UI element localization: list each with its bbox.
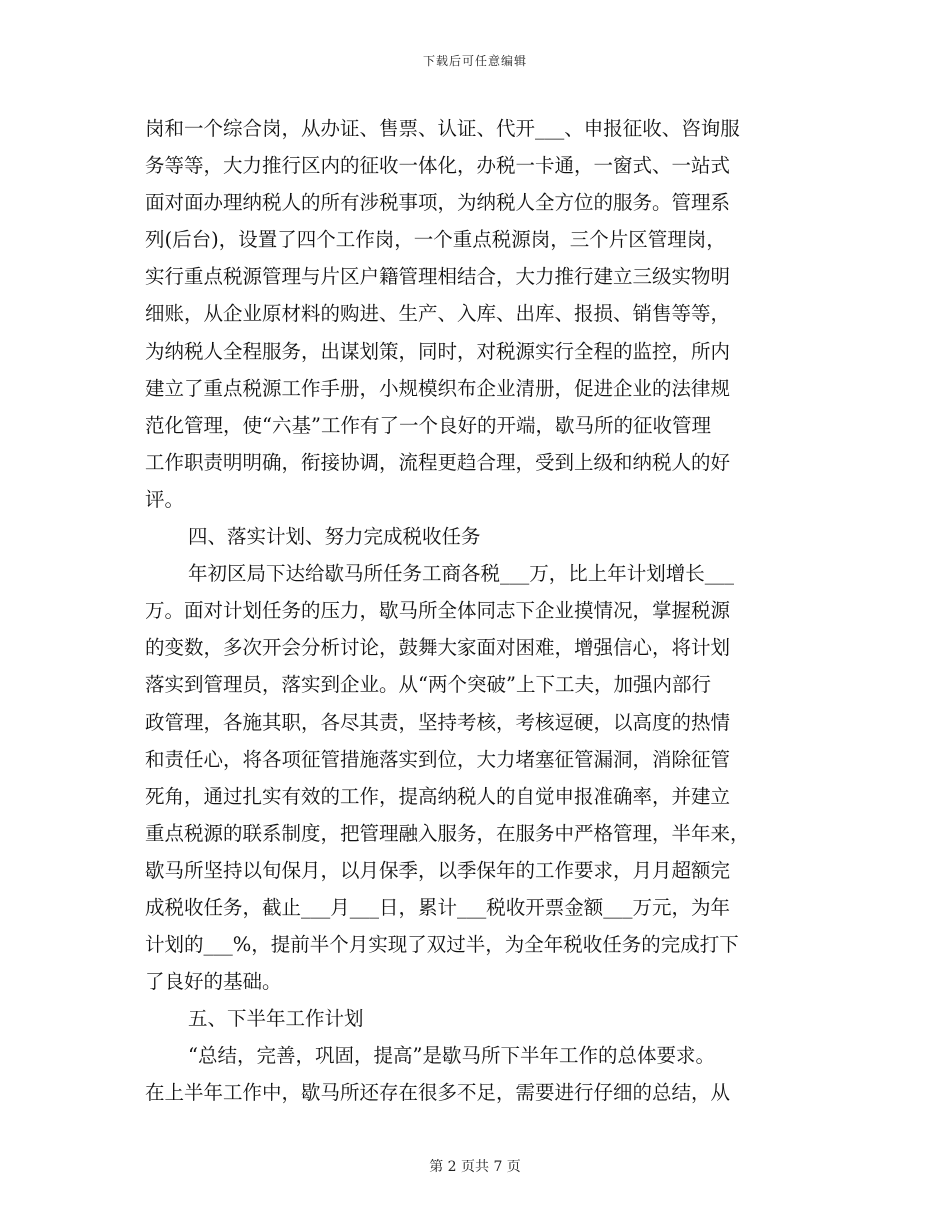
text-line: 范化管理，使“六基”工作有了一个良好的开端，歇马所的征收管理	[145, 413, 711, 437]
page-footer: 第 2 页共 7 页	[429, 1159, 521, 1175]
text-line: 了良好的基础。	[145, 970, 282, 994]
text-line: 列(后台)，设置了四个工作岗，一个重点税源岗，三个片区管理岗，	[145, 228, 726, 252]
text-line: 务等等，大力推行区内的征收一体化，办税一卡通，一窗式、一站式	[145, 154, 731, 178]
text-line: 和责任心，将各项征管措施落实到位，大力堵塞征管漏洞，消除征管	[145, 747, 731, 771]
page-header: 下载后可任意编辑	[422, 54, 527, 68]
text-line: 重点税源的联系制度，把管理融入服务，在服务中严格管理，半年来，	[145, 821, 750, 845]
text-line: 歇马所坚持以旬保月，以月保季，以季保年的工作要求，月月超额完	[145, 858, 731, 882]
text-line: 实行重点税源管理与片区户籍管理相结合，大力推行建立三级实物明	[145, 265, 731, 289]
text-line: 的变数，多次开会分析讨论，鼓舞大家面对困难，增强信心，将计划	[145, 636, 731, 660]
text-line: 工作职责明明确，衔接协调，流程更趋合理，受到上级和纳税人的好	[145, 450, 731, 474]
text-line: 岗和一个综合岗，从办证、售票、认证、代开___、申报征收、咨询服	[145, 117, 740, 140]
text-line: 万。面对计划任务的压力，歇马所全体同志下企业摸情况，掌握税源	[145, 599, 731, 623]
text-line: 面对面办理纳税人的所有涉税事项，为纳税人全方位的服务。管理系	[145, 191, 731, 215]
text-line: 四、落实计划、努力完成税收任务	[188, 525, 481, 549]
text-line: 在上半年工作中，歇马所还存在很多不足，需要进行仔细的总结，从	[145, 1081, 731, 1105]
text-line: 细账，从企业原材料的购进、生产、入库、出库、报损、销售等等，	[145, 302, 731, 326]
text-line: 成税收任务，截止___月___日，累计___税收开票金额___万元，为年	[145, 895, 731, 919]
text-line: 评。	[145, 487, 185, 511]
text-line: 死角，通过扎实有效的工作，提高纳税人的自觉申报准确率，并建立	[145, 784, 731, 808]
text-line: 计划的___%，提前半个月实现了双过半，为全年税收任务的完成打下	[145, 933, 739, 957]
text-line: 政管理，各施其职，各尽其责，坚持考核，考核逗硬，以高度的热情	[145, 710, 731, 734]
text-line: 建立了重点税源工作手册，小规模织布企业清册，促进企业的法律规	[145, 376, 731, 400]
document-body	[145, 110, 800, 1112]
text-line: 为纳税人全程服务，出谋划策，同时，对税源实行全程的监控，所内	[145, 339, 731, 363]
text-line: “总结，完善，巩固，提高”是歇马所下半年工作的总体要求。	[188, 1044, 715, 1068]
text-line: 年初区局下达给歇马所任务工商各税___万，比上年计划增长___	[188, 562, 735, 586]
text-line: 五、下半年工作计划	[188, 1007, 364, 1031]
text-line: 落实到管理员，落实到企业。从“两个突破”上下工夫，加强内部行	[145, 673, 711, 697]
